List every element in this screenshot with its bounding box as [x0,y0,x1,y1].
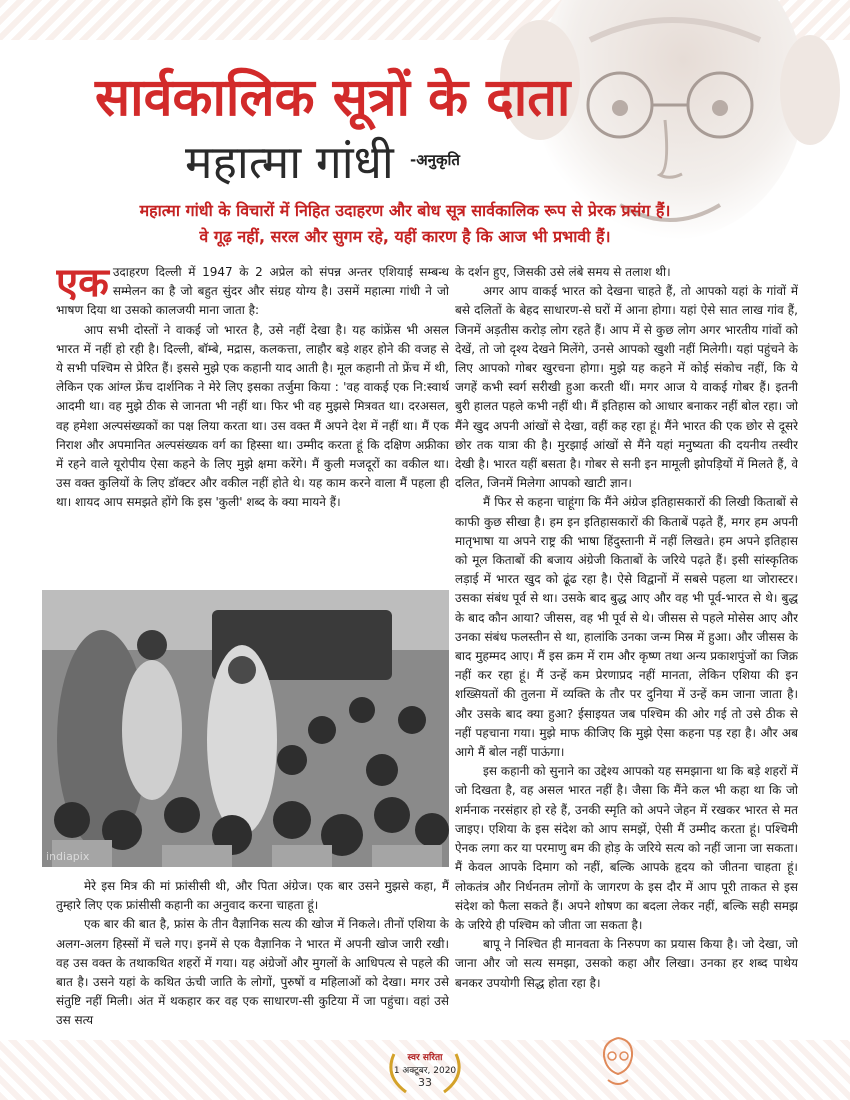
drop-cap: एक [56,263,109,306]
body-paragraph: एक बार की बात है, फ्रांस के तीन वैज्ञानिक सत्य की खोज में निकले। तीनों एशिया के अलग-अलग हिस्सों में चले गए। इनमें से एक वैज्ञानिक ने भारत में अपनी खोज जारी रखी। वह उस वक्त के तथाकथित शहरों में गया। यह अंग्रेजों और मुगलों के आधिपत्य से पहले की बात है। उसने यहां के कथित ऊंची जाति के लोगों, पुरुषों व महिलाओं को देखा। मगर उसे संतुष्टि नहीं मिली। अंत में थकहार कर वह एक साधारण-सी कुटिया में जा पहुंचा। वहां उसे उस सत्य [56,917,449,1028]
photo-watermark: indiapix [46,850,90,863]
page-footer [384,1050,466,1089]
body-paragraph: मैं फिर से कहना चाहूंगा कि मैंने अंग्रेज इतिहासकारों की लिखी किताबों से काफी कुछ सीखा है। हम इन इतिहासकारों की किताबें पढ़ते हैं, मगर हम अपनी मातृभाषा या अपने राष्ट्र की भाषा हिंदुस्तानी में नहीं लिखते। हम अपने इतिहास को मूल किताबों की बजाय अंग्रेजी किताबों के जरिये पढ़ते हैं। इसी सांस्कृतिक लड़ाई में भारत खुद को ढूंढ रहा है। ऐसे विद्वानों में सबसे पहला था जोरास्टर। उसका संबंध पूर्व से था। उसके बाद बुद्ध आए और वह भी पूर्व-भारत से थे। बुद्ध के बाद कौन आया? जीसस, वह भी पूर्व से थे। जीसस से पहले मोसेस आए और उनका संबंध फलस्तीन से था, हालांकि उनका जन्म मिस्र में हुआ। और जीसस के बाद मुहम्मद आए। मैं इस क्रम में राम और कृष्ण तथा अन्य प्रकाशपुंजों का जिक्र नहीं कर रहा हूं। मैं उन्हें कम प्रेरणाप्रद नहीं मानता, लेकिन एशिया की इन शख्सियतों की तुलना में व्यक्ति के तौर पर दुनिया में उन्हें कम जाना जाता है। और उसके बाद क्या हुआ? ईसाइयत जब पश्चिम की ओर गई तो उसे ठीक से नहीं पहचाना गया। मुझे माफ कीजिए कि मुझे ऐसा कहना पड़ रहा है। और अब आगे मैं बोल नहीं पाऊंगा। [455,495,798,760]
body-paragraph: बापू ने निश्चित ही मानवता के निरुपण का प्रयास किया है। जो देखा, जो जाना और जो सत्य समझा, उसको कहा और लिखा। उनका हर शब्द पाथेय बनकर उपयोगी सिद्ध होता रहा है। [455,937,798,990]
body-paragraph: मेरे इस मित्र की मां फ्रांसीसी थी, और पिता अंग्रेज। एक बार उसने मुझसे कहा, मैं तुम्हारे लिए एक फ्रांसीसी कहानी का अनुवाद करना चाहता हूं। [56,879,449,913]
issue-date: 1 अक्टूबर, 2020 [393,1066,457,1076]
article-title-line2: महात्मा गांधी [185,135,394,189]
gandhi-sketch-icon [588,1030,648,1090]
intro-paragraph: एक उदाहरण दिल्ली में 1947 के 2 अप्रेल को संपन्न अन्तर एशियाई सम्बन्ध सम्मेलन का है जो बहुत सुंदर और संग्रह योग्य है। उसमें महात्मा गांधी ने जो भाषण दिया था उसको कालजयी माना जाता है: [56,263,449,318]
lead-line2: वे गूढ़ नहीं, सरल और सुगम रहे, यहीं कारण है कि आज भी प्रभावी हैं। [199,227,611,246]
left-column-bottom [56,877,449,1057]
lead-paragraph [60,198,750,250]
right-column [455,263,798,1041]
left-column-top [56,263,449,581]
historic-photo-gandhi-crowd [42,590,449,867]
page-number: 33 [418,1076,432,1089]
body-paragraph: अगर आप वाकई भारत को देखना चाहते हैं, तो आपको यहां के गांवों में बसे दलितों के बेहद साधारण-से घरों में आना होगा। यहां ऐसे सात लाख गांव हैं, जिनमें अड़तीस करोड़ लोग रहते हैं। आप में से कुछ लोग अगर भारतीय गांवों को देखें, तो जो दृश्य देखने मिलेंगे, उनसे आपको खुशी नहीं मिलेगी। यहां पहुंचने के लिए आपको गोबर खुरचना होगा। मुझे यह कहने में कोई संकोच नहीं, कि ये जगहें कभी स्वर्ग सरीखी हुआ करती थीं। मगर आज ये वाकई गोबर हैं। इतनी बुरी हालत पहले कभी नहीं थी। मैं इतिहास को आधार बनाकर नहीं बोल रहा। जो मैंने खुद अपनी आंखों से देखा, वहीं कह रहा हूं। मैंने भारत की एक छोर से दूसरे छोर तक यात्रा की है। मुरझाई आंखों से मैंने यहां मनुष्यता की दयनीय तस्वीर देखी है। भारत यहीं बसता है। गोबर से सनी इन मामूली झोपड़ियों में मिलते हैं, वे दलित, जिनमें मिलेगा आपको खाटी ज्ञान। [455,284,798,491]
body-paragraph: आप सभी दोस्तों ने वाकई जो भारत है, उसे नहीं देखा है। यह कांफ्रेंस भी असल भारत में नहीं हो रही है। दिल्ली, बॉम्बे, मद्रास, कलकत्ता, लाहौर बड़े शहर होने की वजह से ये सभी पश्चिम से प्रेरित हैं। इससे मुझे एक कहानी याद आती है। मूल कहानी तो फ्रेंच में थी, लेकिन एक आंग्ल फ्रेंच दार्शनिक ने मेरे लिए इसका तर्जुमा किया : 'वह वाकई एक नि:स्वार्थ आदमी था। वह मुझे ठीक से जानता भी नहीं था। फिर भी वह मुझसे मित्रवत था। दरअसल, वह हमेशा अल्पसंख्यकों का पक्ष लिया करता था। उस वक्त मैं अपने देश में नहीं था। मैं एक निराश और अपमानित अल्पसंख्यक वर्ग का हिस्सा था। उम्मीद करता हूं कि दक्षिण अफ्रीका में रहने वाले यूरोपीय ऐसा कहने के लिए मुझे क्षमा करेंगे। मैं कुली मजदूरों का वकील था। उस वक्त कुलियों के लिए डॉक्टर और वकील नहीं होते थे। यह काम करने वाला मैं पहला ही था। शायद आप समझते होंगे कि इस 'कुली' शब्द के क्या मायने हैं। [56,322,449,510]
magazine-name: स्वर सरिता [407,1053,443,1063]
lead-line1: महात्मा गांधी के विचारों में निहित उदाहरण और बोध सूत्र सार्वकालिक रूप से प्रेरक प्रसंग हैं। [139,201,671,220]
author-byline: -अनुकृति [410,151,460,169]
article-title-line1: सार्वकालिक सूत्रों के दाता [95,68,571,128]
body-paragraph: इस कहानी को सुनाने का उद्देश्य आपको यह समझाना था कि बड़े शहरों में जो दिखता है, वह असल भारत नहीं है। जैसा कि मैंने कल भी कहा था कि जो शर्मनाक नरसंहार हो रहे हैं, उनकी स्मृति को अपने जेहन में रखकर भारत से मत जाइए। एशिया के इस संदेश को आप समझें, ऐसी मैं उम्मीद करता हूं। पश्चिमी ऐनक लगा कर या परमाणु बम की होड़ के जरिये सत्य को नहीं जाना जा सकता। मैं केवल आपके दिमाग को नहीं, बल्कि आपके हृदय को जीतना चाहता हूं। लोकतंत्र और निर्धनतम लोगों के जागरण के इस दौर में आप पूरी ताकत से इस संदेश को फैला सकते हैं। अपने शोषण का बदला लेकर नहीं, बल्कि सही समझ के जरिये ही पश्चिम को जीता जा सकता है। [455,764,798,932]
body-paragraph: के दर्शन हुए, जिसकी उसे लंबे समय से तलाश थी। [455,265,671,279]
